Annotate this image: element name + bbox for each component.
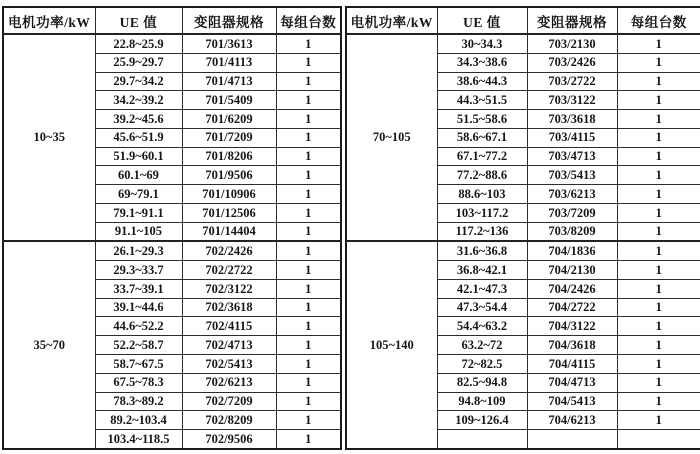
spec-cell: 702/3122 <box>182 279 276 298</box>
column-header: 每组台数 <box>276 7 341 34</box>
spec-cell: 701/9506 <box>182 166 276 185</box>
count-cell: 1 <box>617 355 700 374</box>
count-cell: 1 <box>276 203 341 222</box>
spec-cell: 704/3122 <box>527 317 617 336</box>
count-cell: 1 <box>276 34 341 53</box>
spec-cell: 702/2722 <box>182 261 276 280</box>
spec-cell: 702/5413 <box>182 355 276 374</box>
count-cell: 1 <box>276 298 341 317</box>
column-header: UE 值 <box>437 7 527 34</box>
column-header: 电机功率/kW <box>346 7 437 34</box>
spec-cell: 701/10906 <box>182 185 276 204</box>
ue-range-cell: 44.6~52.2 <box>95 317 182 336</box>
power-range-cell: 35~70 <box>3 241 95 449</box>
ue-range-cell: 29.3~33.7 <box>95 261 182 280</box>
count-cell: 1 <box>617 128 700 147</box>
count-cell: 1 <box>617 241 700 260</box>
spec-cell: 702/4115 <box>182 317 276 336</box>
spec-cell: 702/6213 <box>182 373 276 392</box>
count-cell: 1 <box>276 411 341 430</box>
ue-range-cell: 117.2~136 <box>437 222 527 241</box>
spec-cell: 704/2426 <box>527 279 617 298</box>
count-cell: 1 <box>276 241 341 260</box>
header-row <box>3 7 341 34</box>
spec-cell: 704/6213 <box>527 411 617 430</box>
count-cell: 1 <box>276 166 341 185</box>
count-cell: 1 <box>617 34 700 53</box>
ue-range-cell: 103.4~118.5 <box>95 430 182 449</box>
ue-range-cell: 103~117.2 <box>437 203 527 222</box>
power-range-cell: 70~105 <box>346 34 437 241</box>
count-cell: 1 <box>617 147 700 166</box>
ue-range-cell: 26.1~29.3 <box>95 241 182 260</box>
spec-cell: 702/7209 <box>182 392 276 411</box>
spec-cell: 704/2130 <box>527 261 617 280</box>
count-cell: 1 <box>617 53 700 72</box>
power-range-cell: 10~35 <box>3 34 95 241</box>
count-cell: 1 <box>276 110 341 129</box>
ue-range-cell: 63.2~72 <box>437 336 527 355</box>
ue-range-cell: 30~34.3 <box>437 34 527 53</box>
spec-cell: 703/3122 <box>527 91 617 110</box>
ue-range-cell: 79.1~91.1 <box>95 203 182 222</box>
motor-rheostat-table-right <box>345 6 700 450</box>
ue-range-cell <box>437 430 527 449</box>
ue-range-cell: 34.2~39.2 <box>95 91 182 110</box>
count-cell: 1 <box>276 355 341 374</box>
ue-range-cell: 88.6~103 <box>437 185 527 204</box>
count-cell: 1 <box>276 53 341 72</box>
count-cell: 1 <box>276 279 341 298</box>
ue-range-cell: 69~79.1 <box>95 185 182 204</box>
count-cell: 1 <box>617 373 700 392</box>
spec-cell: 702/2426 <box>182 241 276 260</box>
ue-range-cell: 52.2~58.7 <box>95 336 182 355</box>
count-cell: 1 <box>617 203 700 222</box>
spec-cell: 703/2722 <box>527 72 617 91</box>
spec-cell: 703/7209 <box>527 203 617 222</box>
ue-range-cell: 25.9~29.7 <box>95 53 182 72</box>
count-cell: 1 <box>276 91 341 110</box>
motor-rheostat-table-left <box>2 6 342 450</box>
table-row <box>3 34 341 53</box>
ue-range-cell: 44.3~51.5 <box>437 91 527 110</box>
count-cell: 1 <box>276 72 341 91</box>
table-row <box>346 34 700 53</box>
ue-range-cell: 72~82.5 <box>437 355 527 374</box>
count-cell: 1 <box>276 392 341 411</box>
spec-cell <box>527 430 617 449</box>
spec-cell: 703/4115 <box>527 128 617 147</box>
spec-cell: 701/12506 <box>182 203 276 222</box>
count-cell: 1 <box>276 185 341 204</box>
ue-range-cell: 39.1~44.6 <box>95 298 182 317</box>
spec-cell: 701/4113 <box>182 53 276 72</box>
count-cell: 1 <box>276 336 341 355</box>
column-header: 变阻器规格 <box>527 7 617 34</box>
ue-range-cell: 33.7~39.1 <box>95 279 182 298</box>
column-header: 每组台数 <box>617 7 700 34</box>
ue-range-cell: 78.3~89.2 <box>95 392 182 411</box>
spec-cell: 703/8209 <box>527 222 617 241</box>
count-cell: 1 <box>617 298 700 317</box>
count-cell <box>617 430 700 449</box>
ue-range-cell: 51.5~58.6 <box>437 110 527 129</box>
spec-cell: 703/2130 <box>527 34 617 53</box>
count-cell: 1 <box>276 430 341 449</box>
count-cell: 1 <box>617 279 700 298</box>
count-cell: 1 <box>617 110 700 129</box>
spec-cell: 704/1836 <box>527 241 617 260</box>
spec-cell: 703/2426 <box>527 53 617 72</box>
count-cell: 1 <box>276 147 341 166</box>
count-cell: 1 <box>617 91 700 110</box>
count-cell: 1 <box>617 185 700 204</box>
ue-range-cell: 91.1~105 <box>95 222 182 241</box>
count-cell: 1 <box>276 373 341 392</box>
count-cell: 1 <box>617 222 700 241</box>
count-cell: 1 <box>617 392 700 411</box>
count-cell: 1 <box>617 261 700 280</box>
ue-range-cell: 94.8~109 <box>437 392 527 411</box>
column-header: 电机功率/kW <box>3 7 95 34</box>
table-row <box>3 241 341 260</box>
ue-range-cell: 31.6~36.8 <box>437 241 527 260</box>
spec-cell: 701/4713 <box>182 72 276 91</box>
spec-cell: 704/5413 <box>527 392 617 411</box>
ue-range-cell: 22.8~25.9 <box>95 34 182 53</box>
ue-range-cell: 67.1~77.2 <box>437 147 527 166</box>
spec-cell: 704/2722 <box>527 298 617 317</box>
ue-range-cell: 82.5~94.8 <box>437 373 527 392</box>
ue-range-cell: 51.9~60.1 <box>95 147 182 166</box>
column-header: UE 值 <box>95 7 182 34</box>
table-row <box>346 241 700 260</box>
ue-range-cell: 54.4~63.2 <box>437 317 527 336</box>
ue-range-cell: 36.8~42.1 <box>437 261 527 280</box>
spec-cell: 701/3613 <box>182 34 276 53</box>
ue-range-cell: 77.2~88.6 <box>437 166 527 185</box>
spec-cell: 704/4115 <box>527 355 617 374</box>
column-header: 变阻器规格 <box>182 7 276 34</box>
spec-cell: 702/3618 <box>182 298 276 317</box>
power-range-cell: 105~140 <box>346 241 437 449</box>
count-cell: 1 <box>617 166 700 185</box>
header-row <box>346 7 700 34</box>
spec-cell: 701/6209 <box>182 110 276 129</box>
ue-range-cell: 89.2~103.4 <box>95 411 182 430</box>
count-cell: 1 <box>276 128 341 147</box>
count-cell: 1 <box>617 336 700 355</box>
count-cell: 1 <box>617 317 700 336</box>
spec-cell: 703/6213 <box>527 185 617 204</box>
spec-cell: 703/5413 <box>527 166 617 185</box>
ue-range-cell: 45.6~51.9 <box>95 128 182 147</box>
ue-range-cell: 60.1~69 <box>95 166 182 185</box>
spec-cell: 701/7209 <box>182 128 276 147</box>
ue-range-cell: 47.3~54.4 <box>437 298 527 317</box>
spec-cell: 701/8206 <box>182 147 276 166</box>
ue-range-cell: 109~126.4 <box>437 411 527 430</box>
ue-range-cell: 58.7~67.5 <box>95 355 182 374</box>
spec-cell: 701/5409 <box>182 91 276 110</box>
spec-cell: 703/4713 <box>527 147 617 166</box>
spec-cell: 702/8209 <box>182 411 276 430</box>
spec-cell: 702/9506 <box>182 430 276 449</box>
spec-cell: 704/4713 <box>527 373 617 392</box>
ue-range-cell: 34.3~38.6 <box>437 53 527 72</box>
ue-range-cell: 67.5~78.3 <box>95 373 182 392</box>
count-cell: 1 <box>276 261 341 280</box>
count-cell: 1 <box>617 72 700 91</box>
spec-cell: 702/4713 <box>182 336 276 355</box>
count-cell: 1 <box>617 411 700 430</box>
ue-range-cell: 39.2~45.6 <box>95 110 182 129</box>
ue-range-cell: 38.6~44.3 <box>437 72 527 91</box>
spec-cell: 704/3618 <box>527 336 617 355</box>
ue-range-cell: 29.7~34.2 <box>95 72 182 91</box>
count-cell: 1 <box>276 317 341 336</box>
ue-range-cell: 42.1~47.3 <box>437 279 527 298</box>
spec-cell: 701/14404 <box>182 222 276 241</box>
ue-range-cell: 58.6~67.1 <box>437 128 527 147</box>
count-cell: 1 <box>276 222 341 241</box>
spec-cell: 703/3618 <box>527 110 617 129</box>
